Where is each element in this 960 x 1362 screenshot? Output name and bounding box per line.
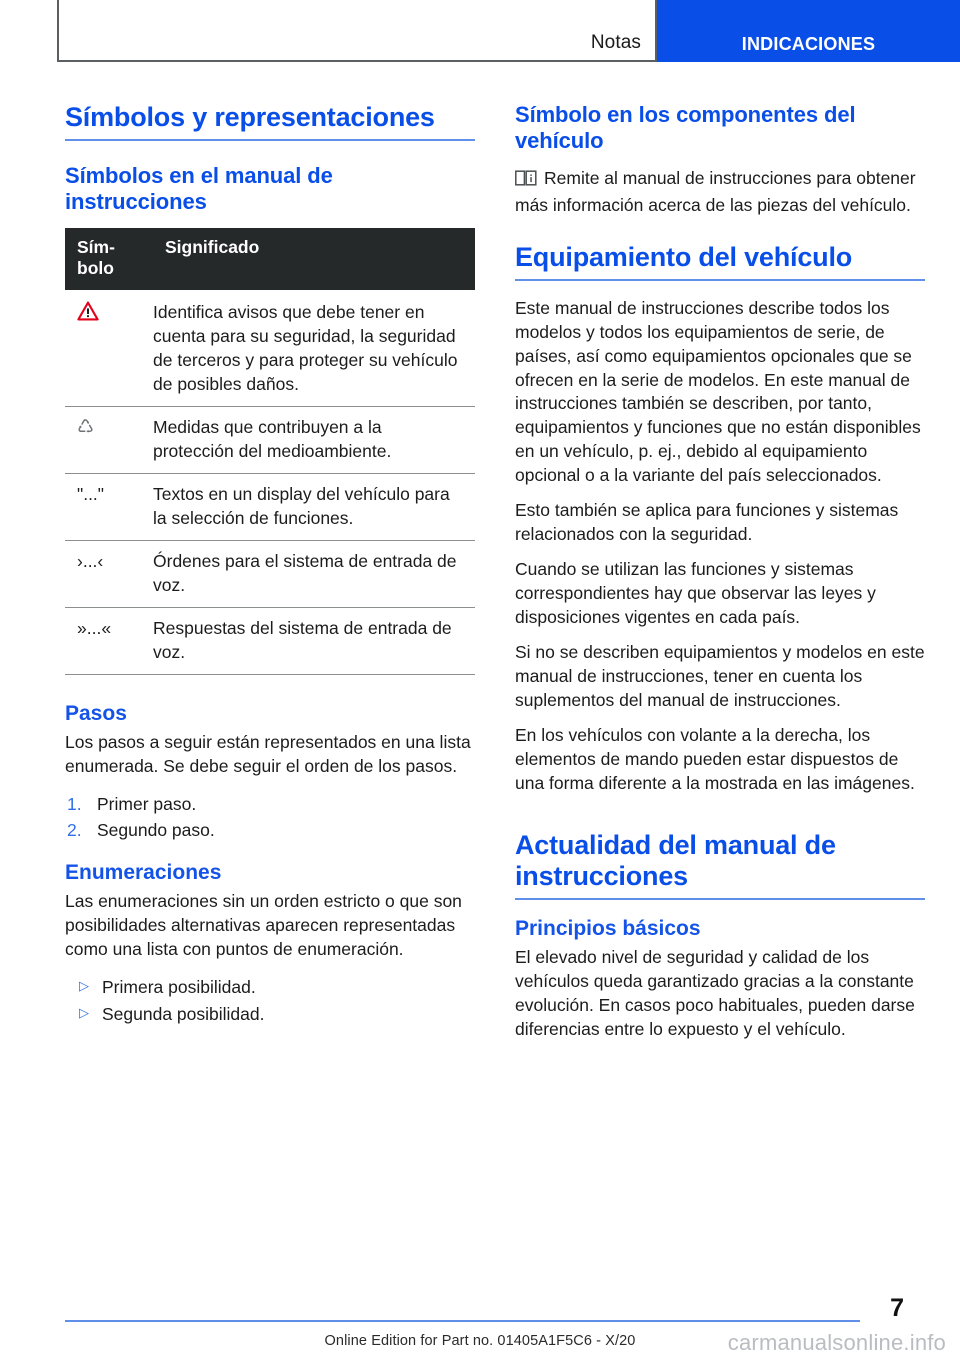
list-item [65,1001,475,1028]
heading-simbolo-componentes: Símbolo en los componentes del vehículo [515,102,856,153]
column-header-simbolo-line1: Sím- [77,236,115,257]
right-column [515,102,925,1054]
symbols-table [65,228,475,675]
edition-text: Online Edition for Part no. 01405A1F5C6 - X/20 [324,1333,636,1349]
recycling-icon: ♺ [77,417,95,439]
bullet-list [65,974,475,1028]
step-number: 2. [67,820,82,841]
heading-equipamiento: Equipamiento del vehículo [515,241,853,272]
open-book-info-icon [515,170,537,194]
heading-enumeraciones: Enumeraciones [65,860,222,884]
triangle-bullet-icon: ▷ [79,1004,89,1020]
warning-triangle-icon [77,301,99,325]
symbols-table-body [65,290,475,674]
table-row [65,474,475,541]
paragraph-equipamiento-3: Cuando se utilizan las funciones y sistemas correspondientes hay que observar las leyes y disposiciones vigentes en cada país. [515,559,876,628]
heading-actualidad: Actualidad del manual de instrucciones [515,830,836,891]
cell-meaning: Textos en un display del vehículo para la selección de funciones. [153,474,475,541]
single-guillemet-symbol: ›...‹ [77,551,104,572]
column-header-significado: Significado [153,228,475,291]
paragraph-equipamiento-1: Este manual de instrucciones describe todos los modelos y todos los equipamientos de serie, de países, así como equipamientos opcionales que se ofrecen en la serie de modelos. En este manual de instrucciones también se describen, por tanto, equipamientos y funciones que no están disponibles en un vehículo, p. ej., debido al equipamiento opcional o a la variante del país seleccionados. [515,297,921,486]
paragraph-pasos: Los pasos a seguir están representados en una lista enumerada. Se debe seguir el orden de los pasos. [65,732,471,777]
column-header-simbolo [65,228,153,291]
table-row [65,290,475,406]
cell-meaning: Medidas que contribuyen a la protección del medioambiente. [153,407,475,474]
watermark-text: carmanualsonline.info [727,1330,946,1355]
cell-symbol [65,541,153,608]
cell-meaning: Respuestas del sistema de entrada de voz. [153,608,475,675]
symbols-table-head [65,228,475,291]
tab-notas[interactable] [57,0,657,62]
double-guillemet-symbol: »...« [77,618,112,639]
step-text: Primer paso. [97,794,197,815]
footer-divider [65,1320,860,1322]
cell-symbol [65,290,153,406]
paragraph-principios-basicos: El elevado nivel de seguridad y calidad de los vehículos queda garantizado gracias a la constante evolución. En casos poco habituales, pueden darse diferencias entre lo expuesto y el vehículo. [515,946,915,1039]
header-left-spacer [0,0,57,62]
cell-symbol [65,608,153,675]
table-row [65,407,475,474]
paragraph-equipamiento-5: En los vehículos con volante a la derecha, los elementos de mando pueden estar dispuestos de una forma diferente a la mostrada en las imágenes. [515,725,915,794]
tab-indicaciones[interactable] [657,0,960,62]
column-header-simbolo-line2: bolo [77,258,114,279]
tab-notas-label: Notas [590,32,641,53]
list-item [65,791,475,817]
table-header-row [65,228,475,291]
step-text: Segundo paso. [97,820,215,841]
left-column [65,102,475,1028]
quote-marks-symbol: "..." [77,484,105,505]
title-divider [65,139,475,141]
list-item [65,817,475,843]
paragraph-equipamiento-2: Esto también se aplica para funciones y sistemas relacionados con la seguridad. [515,500,899,545]
heading-pasos: Pasos [65,701,127,725]
page-number: 7 [890,1294,904,1322]
table-row [65,608,475,675]
cell-meaning: Órdenes para el sistema de entrada de voz. [153,541,475,608]
bullet-text: Segunda posibilidad. [102,1003,265,1024]
steps-list [65,791,475,844]
equipamiento-divider [515,279,925,281]
paragraph-equipamiento-4: Si no se describen equipamientos y modelos en este manual de instrucciones, tener en cuenta los suplementos del manual de instrucciones. [515,642,925,711]
tab-indicaciones-label: INDICACIONES [741,34,876,54]
cell-symbol [65,407,153,474]
actualidad-divider [515,898,925,900]
paragraph-simbolo-componentes [515,167,925,218]
paragraph-enumeraciones: Las enumeraciones sin un orden estricto o que son posibilidades alternativas aparecen representadas como una lista con puntos de enumeración. [65,890,462,959]
list-item [65,974,475,1001]
cell-meaning: Identifica avisos que debe tener en cuenta para su seguridad, la seguridad de terceros y para proteger su vehículo de posibles daños. [153,290,475,406]
page-header-tabs [0,0,960,62]
cell-symbol [65,474,153,541]
bullet-text: Primera posibilidad. [102,976,256,997]
paragraph-simbolo-componentes-text: Remite al manual de instrucciones para obtener más información acerca de las piezas del vehículo. [515,167,916,215]
page-title: Símbolos y representaciones [65,102,435,132]
step-number: 1. [67,794,82,815]
heading-principios-basicos: Principios básicos [515,916,701,940]
section-heading-simbolos-manual: Símbolos en el manual de instrucciones [65,162,333,214]
table-row [65,541,475,608]
triangle-bullet-icon: ▷ [79,977,89,993]
